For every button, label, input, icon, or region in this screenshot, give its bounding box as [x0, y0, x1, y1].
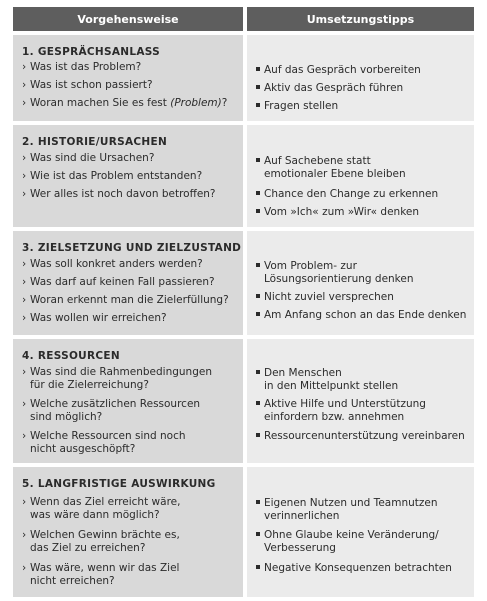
- chevron-icon: ›: [22, 152, 27, 164]
- chevron-icon: ›: [22, 366, 27, 378]
- chevron-icon: ›: [22, 258, 27, 270]
- question-item: › Was sind die Rahmenbedingungen für die Zielerreichung?: [22, 366, 212, 391]
- chevron-icon: ›: [22, 170, 27, 182]
- tips-cell: [247, 35, 474, 121]
- question-item: › Was wollen wir erreichen?: [22, 312, 167, 324]
- approach-cell: [13, 467, 243, 597]
- question-item: › Woran erkennt man die Zielerfüllung?: [22, 294, 229, 306]
- tip-item: Den Menschen in den Mittelpunkt stellen: [256, 367, 398, 393]
- tip-item: Vom »Ich« zum »Wir« denken: [256, 206, 419, 219]
- question-item: [22, 97, 227, 110]
- section-title: 3. ZIELSETZUNG UND ZIELZUSTAND: [22, 242, 242, 254]
- bullet-icon: [256, 191, 260, 195]
- bullet-icon: [256, 370, 260, 374]
- question-item: › Welche Ressourcen sind noch nicht ausgeschöpft?: [22, 430, 186, 455]
- bullet-icon: [256, 263, 260, 267]
- question-item: › Was sind die Ursachen?: [22, 152, 155, 164]
- section-row-4: [13, 339, 474, 463]
- tips-cell: [247, 231, 474, 335]
- bullet-icon: [256, 532, 260, 536]
- section-row-2: [13, 125, 474, 227]
- bullet-icon: [256, 565, 260, 569]
- tip-item: Aktiv das Gespräch führen: [256, 82, 403, 95]
- approach-cell: [13, 339, 243, 463]
- section-title: 1. GESPRÄCHSANLASS: [22, 46, 161, 58]
- bullet-icon: [256, 433, 260, 437]
- chevron-icon: ›: [22, 276, 27, 288]
- tip-item: Auf Sachebene statt emotionaler Ebene bleiben: [256, 155, 406, 181]
- section-row-5: [13, 467, 474, 597]
- question-item: › Welche zusätzlichen Ressourcen sind möglich?: [22, 398, 201, 423]
- section-row-1: [13, 35, 474, 121]
- bullet-icon: [256, 312, 260, 316]
- header-approach: Vorgehensweise: [13, 7, 243, 31]
- chevron-icon: ›: [22, 79, 27, 91]
- question-with-italic: Woran machen Sie es fest (Problem)?: [30, 97, 228, 109]
- question-item: › Was darf auf keinen Fall passieren?: [22, 276, 215, 288]
- chevron-icon: ›: [22, 312, 27, 324]
- chevron-icon: ›: [22, 496, 27, 508]
- chevron-icon: ›: [22, 430, 27, 442]
- bullet-icon: [256, 500, 260, 504]
- chevron-icon: ›: [22, 529, 27, 541]
- tip-item: Negative Konsequenzen betrachten: [256, 562, 452, 575]
- section-title: 5. LANGFRISTIGE AUSWIRKUNG: [22, 478, 216, 490]
- section-title: 2. HISTORIE/URSACHEN: [22, 136, 168, 148]
- bullet-icon: [256, 85, 260, 89]
- question-item: › Was soll konkret anders werden?: [22, 258, 203, 270]
- tips-cell: [247, 125, 474, 227]
- tips-cell: [247, 467, 474, 597]
- tip-item: Nicht zuviel versprechen: [256, 291, 394, 304]
- tip-item: Vom Problem- zur Lösungsorientierung denken: [256, 260, 414, 286]
- tip-item: Ohne Glaube keine Veränderung/ Verbesserung: [256, 529, 439, 555]
- approach-cell: [13, 125, 243, 227]
- tip-item: Ressourcenunterstützung vereinbaren: [256, 430, 465, 443]
- tip-item: Auf das Gespräch vorbereiten: [256, 64, 421, 77]
- bullet-icon: [256, 158, 260, 162]
- tip-item: Am Anfang schon an das Ende denken: [256, 309, 466, 322]
- section-title: 4. RESSOURCEN: [22, 350, 120, 362]
- tip-item: Aktive Hilfe und Unterstützung einfordern bzw. annehmen: [256, 398, 426, 424]
- question-item: › Was ist schon passiert?: [22, 79, 153, 91]
- header-tips: Umsetzungstipps: [247, 7, 474, 31]
- chevron-icon: ›: [22, 294, 27, 306]
- chevron-icon: ›: [22, 97, 27, 109]
- section-row-3: [13, 231, 474, 335]
- question-item: › Wer alles ist noch davon betroffen?: [22, 188, 216, 200]
- chevron-icon: ›: [22, 398, 27, 410]
- bullet-icon: [256, 401, 260, 405]
- question-item: › Welchen Gewinn brächte es, das Ziel zu erreichen?: [22, 529, 180, 554]
- chevron-icon: ›: [22, 562, 27, 574]
- question-item: › Was ist das Problem?: [22, 61, 142, 73]
- bullet-icon: [256, 67, 260, 71]
- approach-cell: [13, 231, 243, 335]
- tip-item: Chance den Change zu erkennen: [256, 188, 438, 201]
- tip-item: Fragen stellen: [256, 100, 338, 113]
- chevron-icon: ›: [22, 61, 27, 73]
- tip-item: Eigenen Nutzen und Teamnutzen verinnerlichen: [256, 497, 438, 523]
- bullet-icon: [256, 103, 260, 107]
- question-item: › Was wäre, wenn wir das Ziel nicht erreichen?: [22, 562, 180, 587]
- tips-cell: [247, 339, 474, 463]
- approach-cell: [13, 35, 243, 121]
- bullet-icon: [256, 294, 260, 298]
- chevron-icon: ›: [22, 188, 27, 200]
- question-item: › Wie ist das Problem entstanden?: [22, 170, 203, 182]
- question-item: › Wenn das Ziel erreicht wäre, was wäre dann möglich?: [22, 496, 181, 521]
- bullet-icon: [256, 209, 260, 213]
